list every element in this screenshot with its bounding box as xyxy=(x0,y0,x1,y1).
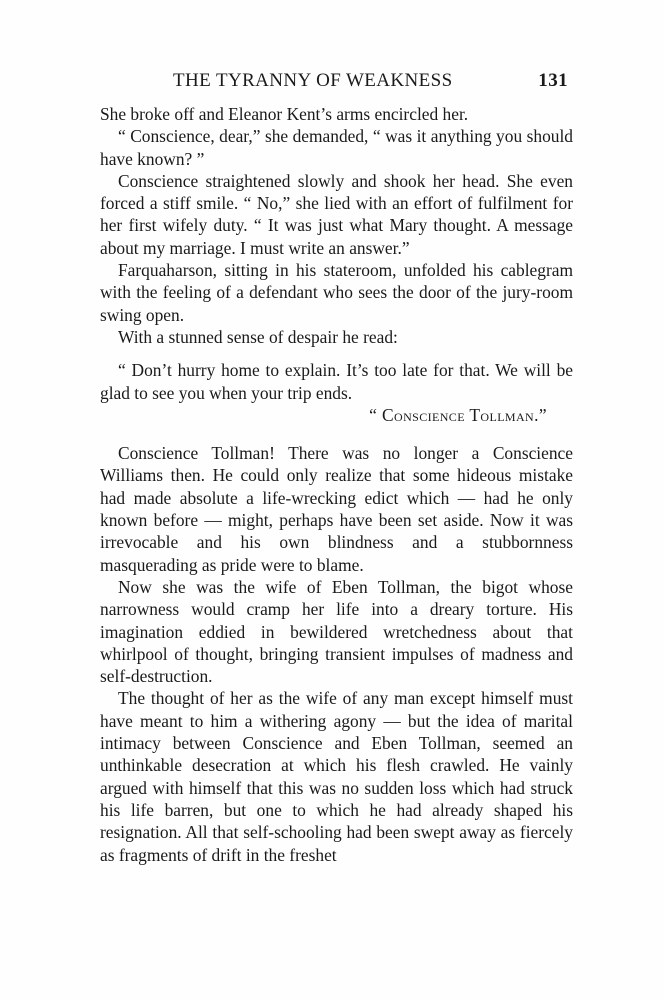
paragraph: The thought of her as the wife of any man except himself must have meant to him a withering agony — but the idea of marital intimacy between Conscience and Eben Tollman, seemed an unthinkable desecration at which his flesh crawled. He vainly argued with himself that this was no sudden loss which had struck his life barren, but one to which he had already shaped his resignation. All that self-schooling had been swept away as fiercely as fragments of drift in the freshet xyxy=(100,688,573,865)
paragraph: Farquaharson, sitting in his stateroom, unfolded his cablegram with the feeling of a defendant who sees the door of the jury-room swing open. xyxy=(100,260,573,325)
signature-text: “ Conscience Tollman.” xyxy=(369,404,547,425)
paragraph: Now she was the wife of Eben Tollman, the bigot whose narrowness would cramp her life into a dreary torture. His imagination eddied in bewildered wretchedness about that whirlpool of thought, bringing transient impulses of madness and self-destruction. xyxy=(100,576,573,687)
running-head xyxy=(100,70,573,92)
telegram-signature xyxy=(100,404,573,426)
page-number: 131 xyxy=(538,70,568,91)
paragraph: She broke off and Eleanor Kent’s arms encircled her. xyxy=(100,104,469,124)
paragraph: Conscience Tollman! There was no longer a Conscience Williams then. He could only realize that some hideous mistake had made absolute a life-wrecking edict which — had he only known before — might, perhaps have been set aside. Now it was irrevocable and his own blindness and a stubbornness masquerading as pride were to blame. xyxy=(100,443,573,575)
telegram-text: “ Don’t hurry home to explain. It’s too late for that. We will be glad to see you when your trip ends. xyxy=(100,360,573,403)
paragraph: Conscience straightened slowly and shook her head. She even forced a stiff smile. “ No,” she lied with an effort of fulfilment for her first wifely duty. “ It was just what Mary thought. A message about my marriage. I must write an answer.” xyxy=(100,170,573,258)
book-page xyxy=(100,70,573,866)
paragraph: With a stunned sense of despair he read: xyxy=(118,326,398,347)
paragraph: “ Conscience, dear,” she demanded, “ was it anything you should have known? ” xyxy=(100,126,573,169)
running-title: THE TYRANNY OF WEAKNESS xyxy=(173,70,453,91)
body-text xyxy=(100,103,573,866)
